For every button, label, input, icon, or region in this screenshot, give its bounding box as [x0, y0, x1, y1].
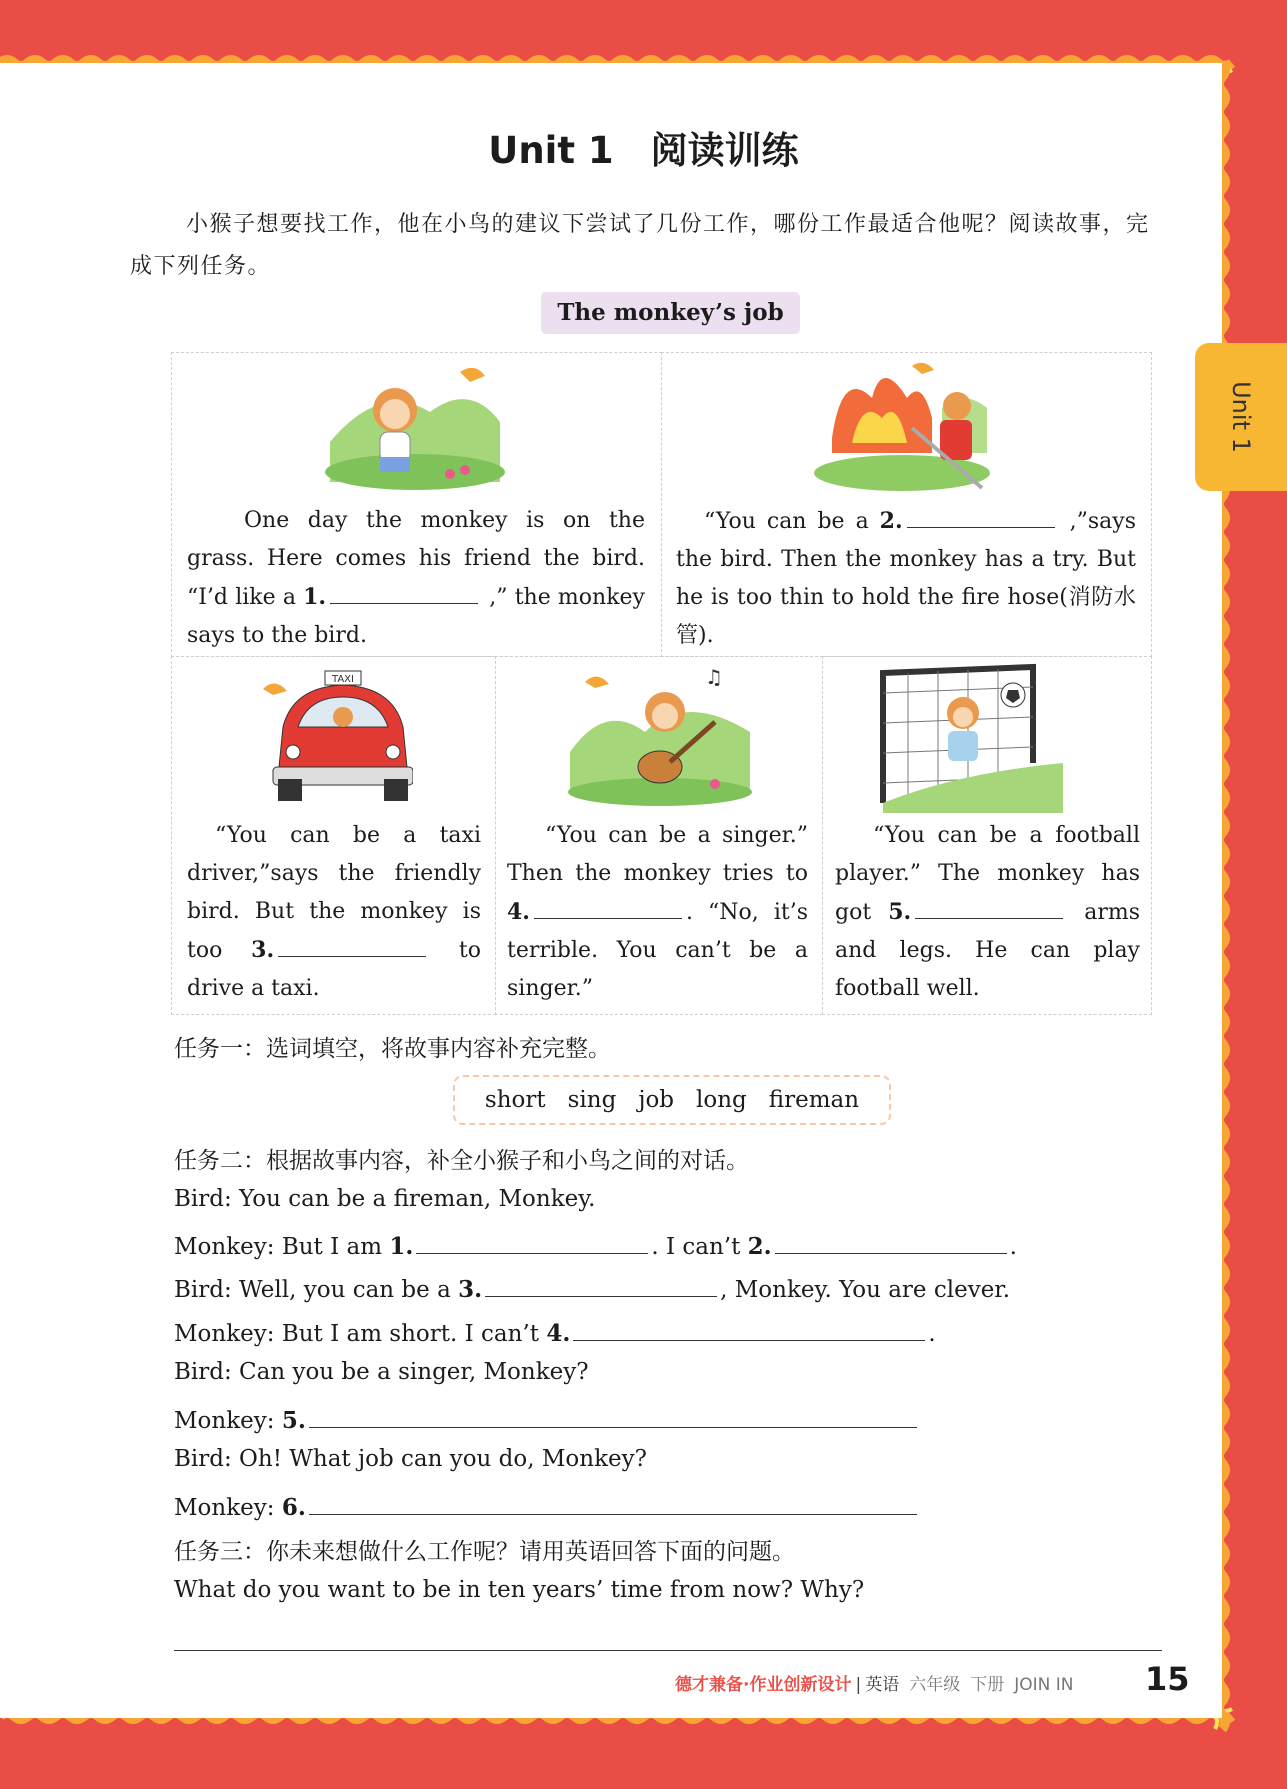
- blank-1[interactable]: [330, 581, 478, 604]
- blank-5[interactable]: [915, 896, 1063, 919]
- word-bank-item: short: [484, 1087, 546, 1113]
- story-title: The monkey’s job: [541, 292, 800, 334]
- panel-3-text: “You can be a taxi driver,”says the friendly bird. But the monkey is too 3. to drive a taxi.: [187, 823, 481, 1001]
- footer-term: 下册: [970, 1675, 1005, 1695]
- footer-separator: |: [855, 1675, 862, 1695]
- panel-5-text: “You can be a football player.” The monkey has got 5. arms and legs. He can play football well.: [835, 823, 1140, 1001]
- dialogue-line-5: Bird: Can you be a singer, Monkey?: [174, 1359, 589, 1385]
- page-number: 15: [1145, 1660, 1190, 1698]
- monkey-fireman-illustration: [812, 358, 992, 493]
- word-bank-item: fireman: [768, 1087, 860, 1113]
- task-3-heading: 任务三：你未来想做什么工作呢？请用英语回答下面的问题。: [174, 1539, 795, 1565]
- word-bank-item: long: [696, 1087, 747, 1113]
- panel-4-text: “You can be a singer.” Then the monkey tries to 4. . “No, it’s terrible. You can’t be a singer.”: [507, 823, 808, 1001]
- monkey-singer-illustration: [565, 662, 755, 807]
- task-3-question: What do you want to be in ten years’ time from now? Why?: [174, 1577, 865, 1603]
- monkey-on-grass-illustration: [320, 362, 510, 494]
- panel-1-text: One day the monkey is on the grass. Here comes his friend the bird. “I’d like a 1. ,” the monkey says to the bird.: [187, 508, 645, 648]
- dialogue-line-6: Monkey: 5.: [174, 1403, 920, 1434]
- footer-grade: 六年级: [909, 1675, 961, 1695]
- panel-2-text: “You can be a 2. ,”says the bird. Then the monkey has a try. But he is too thin to hold the fire hose(消防水管).: [676, 502, 1136, 655]
- svg-text:♫: ♫: [705, 665, 723, 689]
- dialogue-blank-2[interactable]: [775, 1229, 1007, 1254]
- task-2-heading: 任务二：根据故事内容，补全小猴子和小鸟之间的对话。: [174, 1148, 749, 1174]
- word-bank-item: job: [638, 1087, 675, 1113]
- dialogue-line-2: Monkey: But I am 1. . I can’t 2. .: [174, 1229, 1017, 1260]
- dialogue-blank-4[interactable]: [573, 1316, 925, 1341]
- footer-subject: 英语: [865, 1675, 900, 1695]
- dialogue-blank-5[interactable]: [309, 1403, 917, 1428]
- word-bank-item: sing: [567, 1087, 617, 1113]
- task-1-heading: 任务一：选词填空，将故事内容补充完整。: [174, 1036, 611, 1062]
- word-bank: [453, 1075, 891, 1125]
- dialogue-line-7: Bird: Oh! What job can you do, Monkey?: [174, 1446, 647, 1472]
- page-title: Unit 1 阅读训练: [488, 129, 799, 172]
- dialogue-line-3: Bird: Well, you can be a 3. , Monkey. You are clever.: [174, 1272, 1010, 1303]
- unit-side-tab: [1195, 343, 1287, 491]
- blank-4[interactable]: [534, 896, 682, 919]
- dialogue-blank-1[interactable]: [416, 1229, 648, 1254]
- dialogue-blank-6[interactable]: [309, 1490, 917, 1515]
- intro-instructions: 小猴子想要找工作，他在小鸟的建议下尝试了几份工作，哪份工作最适合他呢？阅读故事，完成下列任务。: [130, 212, 1150, 279]
- footer-brand: 德才兼备·作业创新设计: [675, 1675, 852, 1695]
- monkey-football-illustration: [878, 663, 1068, 813]
- dialogue-line-4: Monkey: But I am short. I can’t 4. .: [174, 1316, 936, 1347]
- footer-series: JOIN IN: [1014, 1675, 1074, 1695]
- dialogue-line-1: Bird: You can be a fireman, Monkey.: [174, 1186, 596, 1212]
- blank-2[interactable]: [907, 505, 1055, 528]
- answer-line[interactable]: [174, 1650, 1162, 1651]
- dialogue-line-8: Monkey: 6.: [174, 1490, 920, 1521]
- blank-3[interactable]: [278, 934, 426, 957]
- dialogue-blank-3[interactable]: [485, 1272, 717, 1297]
- svg-text:TAXI: TAXI: [332, 674, 354, 685]
- page-footer: [675, 1670, 1073, 1695]
- unit-tab-label: Unit 1: [1227, 381, 1255, 453]
- monkey-taxi-illustration: [263, 667, 413, 807]
